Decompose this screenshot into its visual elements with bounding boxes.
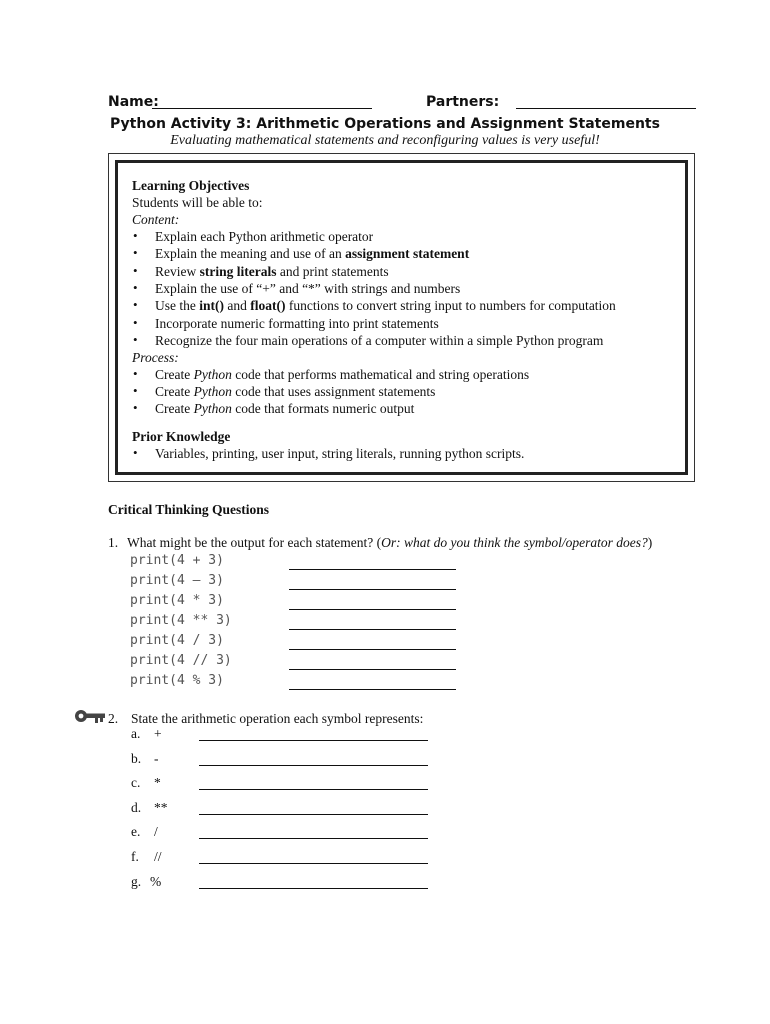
ctq-heading: Critical Thinking Questions — [108, 502, 270, 517]
operator-symbol: // — [154, 849, 162, 864]
name-field[interactable] — [152, 108, 372, 109]
content-item: Recognize the four main operations of a computer within a simple Python program — [155, 333, 604, 348]
bullet: • — [133, 245, 138, 260]
content-item: Explain the use of “+” and “*” with strings and numbers — [155, 281, 461, 296]
operator-symbol: / — [154, 824, 158, 839]
answer-blank[interactable] — [199, 863, 428, 864]
q1-number: 1. — [108, 535, 119, 550]
partners-field[interactable] — [516, 108, 696, 109]
code-line: print(4 ** 3) — [130, 613, 232, 628]
bullet: • — [133, 280, 138, 295]
bullet: • — [133, 383, 138, 398]
answer-blank[interactable] — [199, 814, 428, 815]
answer-letter: a. — [131, 726, 141, 741]
answer-blank[interactable] — [289, 649, 456, 650]
answer-letter: c. — [131, 775, 141, 790]
objectives-intro: Students will be able to: — [132, 195, 263, 210]
answer-blank[interactable] — [199, 740, 428, 741]
code-line: print(4 * 3) — [130, 593, 224, 608]
code-line: print(4 / 3) — [130, 633, 224, 648]
answer-blank[interactable] — [289, 689, 456, 690]
answer-letter: g. — [131, 874, 142, 889]
bullet: • — [133, 445, 138, 460]
code-line: print(4 + 3) — [130, 553, 224, 568]
bullet: • — [133, 263, 138, 278]
code-line: print(4 % 3) — [130, 673, 224, 688]
process-item: Create Python code that uses assignment statements — [155, 384, 436, 399]
content-item: Explain the meaning and use of an assignment statement — [155, 246, 470, 261]
operator-symbol: % — [150, 874, 162, 889]
process-item: Create Python code that performs mathematical and string operations — [155, 367, 530, 382]
answer-blank[interactable] — [289, 669, 456, 670]
operator-symbol: + — [154, 726, 162, 741]
operator-symbol: ** — [154, 800, 168, 815]
content-item: Review string literals and print statements — [155, 264, 389, 279]
operator-symbol: * — [154, 775, 161, 790]
q2-text: State the arithmetic operation each symbol represents: — [131, 711, 424, 726]
prior-knowledge-heading: Prior Knowledge — [132, 429, 231, 444]
operator-symbol: - — [154, 751, 159, 766]
page-title: Python Activity 3: Arithmetic Operations and Assignment Statements — [110, 116, 660, 132]
content-item: Incorporate numeric formatting into print statements — [155, 316, 439, 331]
bullet: • — [133, 228, 138, 243]
bullet: • — [133, 315, 138, 330]
partners-label: Partners: — [426, 94, 500, 110]
process-label: Process: — [132, 350, 179, 365]
answer-letter: f. — [131, 849, 139, 864]
answer-letter: d. — [131, 800, 142, 815]
content-label: Content: — [132, 212, 180, 227]
process-item: Create Python code that formats numeric output — [155, 401, 415, 416]
objectives-heading: Learning Objectives — [132, 178, 250, 193]
prior-knowledge-item: Variables, printing, user input, string literals, running python scripts. — [155, 446, 525, 461]
answer-blank[interactable] — [289, 629, 456, 630]
content-item: Use the int() and float() functions to convert string input to numbers for computation — [155, 298, 616, 313]
bullet: • — [133, 366, 138, 381]
name-label: Name: — [108, 94, 159, 110]
answer-letter: e. — [131, 824, 141, 839]
q2-number: 2. — [108, 711, 119, 726]
bullet: • — [133, 400, 138, 415]
answer-blank[interactable] — [199, 789, 428, 790]
code-line: print(4 // 3) — [130, 653, 232, 668]
answer-letter: b. — [131, 751, 142, 766]
answer-blank[interactable] — [289, 589, 456, 590]
code-line: print(4 – 3) — [130, 573, 224, 588]
bullet: • — [133, 297, 138, 312]
q1-text: What might be the output for each statement? (Or: what do you think the symbol/operator does?) — [127, 535, 653, 550]
page-subtitle: Evaluating mathematical statements and reconfiguring values is very useful! — [170, 133, 600, 148]
key-icon — [74, 707, 106, 725]
content-item: Explain each Python arithmetic operator — [155, 229, 374, 244]
answer-blank[interactable] — [289, 569, 456, 570]
answer-blank[interactable] — [199, 765, 428, 766]
answer-blank[interactable] — [199, 838, 428, 839]
answer-blank[interactable] — [199, 888, 428, 889]
answer-blank[interactable] — [289, 609, 456, 610]
bullet: • — [133, 332, 138, 347]
